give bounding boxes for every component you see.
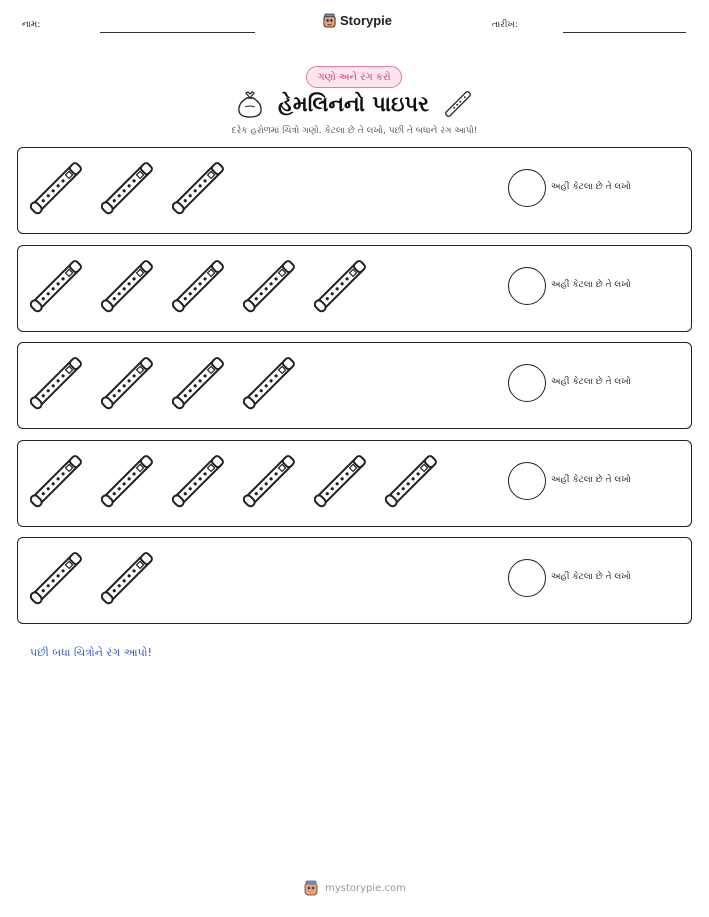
- flute-icon: [30, 256, 82, 316]
- answer-circle[interactable]: [508, 462, 546, 500]
- flute-icon: [30, 158, 82, 218]
- flute-group: [30, 451, 456, 511]
- footer-note: પછી બધા ચિત્રોને રંગ આપો!: [30, 646, 152, 659]
- counting-row: [17, 440, 692, 527]
- answer-circle[interactable]: [508, 169, 546, 207]
- flute-icon: [172, 451, 224, 511]
- flute-icon: [101, 256, 153, 316]
- page-title: હેમલિનનો પાઇપર: [278, 91, 429, 116]
- flute-icon: [101, 353, 153, 413]
- flute-icon: [172, 353, 224, 413]
- flute-icon: [243, 256, 295, 316]
- flute-icon: [243, 451, 295, 511]
- flute-icon: [314, 451, 366, 511]
- flute-group: [30, 158, 243, 218]
- counting-row: [17, 245, 692, 332]
- brand-logo: [322, 13, 392, 28]
- brand-name: Storypie: [340, 13, 393, 28]
- flute-icon: [101, 451, 153, 511]
- flute-icon: [385, 451, 437, 511]
- flute-icon: [101, 158, 153, 218]
- counting-row: [17, 342, 692, 429]
- flute-icon: [172, 158, 224, 218]
- flute-group: [30, 548, 172, 608]
- flute-icon: [101, 548, 153, 608]
- answer-circle[interactable]: [508, 559, 546, 597]
- flute-group: [30, 353, 314, 413]
- flute-group: [30, 256, 385, 316]
- site-footer: [0, 880, 709, 896]
- name-label: નામ:: [22, 20, 41, 30]
- flute-icon: [30, 353, 82, 413]
- answer-label: અહીં કેટલા છે તે લખો: [551, 475, 631, 485]
- sack-icon: [236, 89, 264, 119]
- activity-badge: ગણો અને રંગ કરો: [306, 66, 402, 88]
- storypie-mascot-icon: [303, 880, 319, 896]
- flute-icon: [443, 88, 473, 120]
- answer-label: અહીં કેટલા છે તે લખો: [551, 182, 631, 192]
- answer-circle[interactable]: [508, 364, 546, 402]
- answer-label: અહીં કેટલા છે તે લખો: [551, 572, 631, 582]
- storypie-mascot-icon: [322, 13, 337, 28]
- answer-circle[interactable]: [508, 267, 546, 305]
- flute-icon: [243, 353, 295, 413]
- flute-icon: [30, 548, 82, 608]
- counting-row: [17, 537, 692, 624]
- date-line[interactable]: [563, 32, 686, 33]
- date-label: તારીખ:: [492, 20, 518, 30]
- flute-icon: [30, 451, 82, 511]
- flute-icon: [172, 256, 224, 316]
- site-url[interactable]: mystorypie.com: [325, 882, 406, 894]
- name-line[interactable]: [100, 32, 255, 33]
- answer-label: અહીં કેટલા છે તે લખો: [551, 377, 631, 387]
- flute-icon: [314, 256, 366, 316]
- instructions: દરેક હરોળમાં ચિત્રો ગણો. કેટલા છે તે લખો, પછી તે બધાને રંગ આપો!: [231, 126, 478, 136]
- counting-row: [17, 147, 692, 234]
- answer-label: અહીં કેટલા છે તે લખો: [551, 280, 631, 290]
